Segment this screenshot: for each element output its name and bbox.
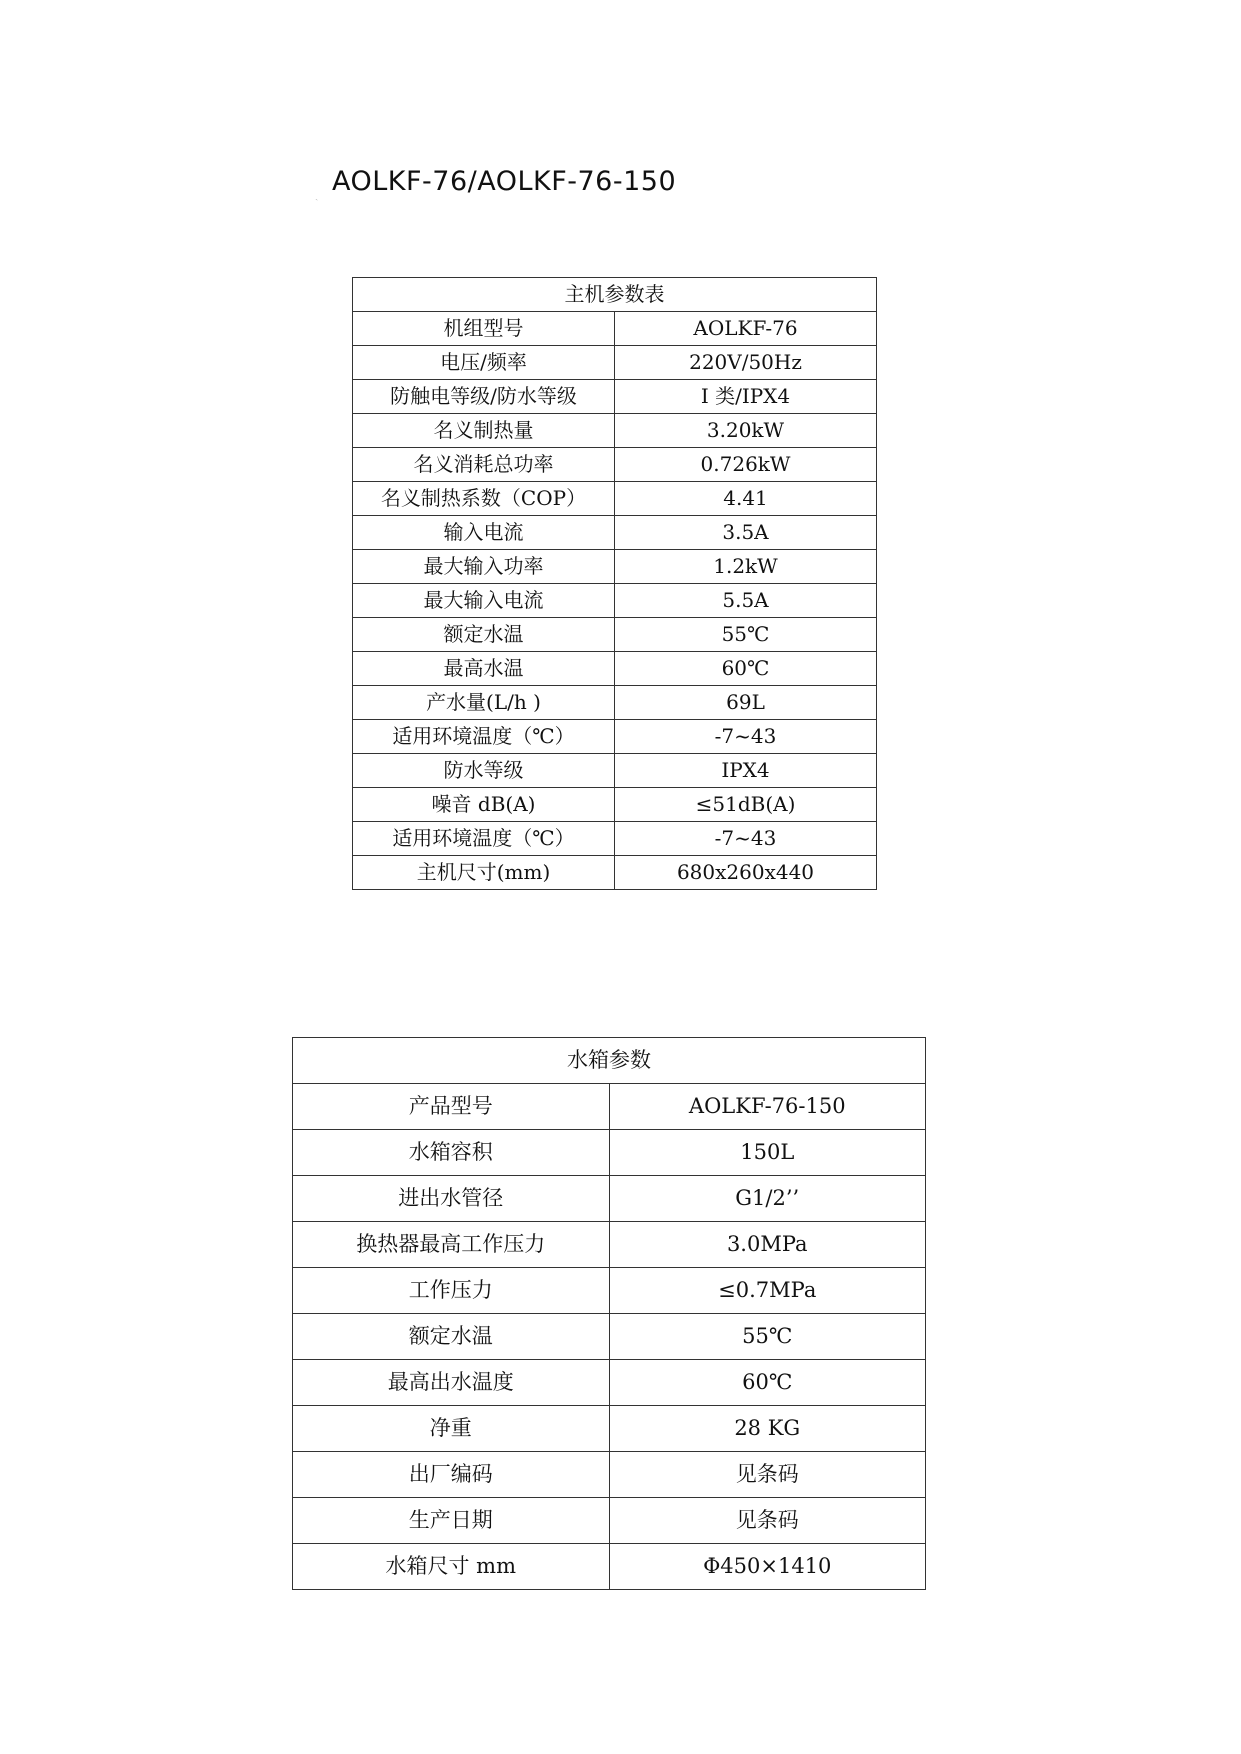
row-value: I 类/IPX4: [615, 380, 877, 414]
table-caption-row: [293, 1038, 926, 1084]
row-value: Φ450×1410: [609, 1544, 926, 1590]
row-label: 电压/频率: [353, 346, 615, 380]
row-label: 防水等级: [353, 754, 615, 788]
row-label: 净重: [293, 1406, 610, 1452]
tank-table-body: [293, 1038, 926, 1590]
row-value: 3.0MPa: [609, 1222, 926, 1268]
host-parameters-table: [352, 277, 877, 890]
row-value: 5.5A: [615, 584, 877, 618]
row-value: 28 KG: [609, 1406, 926, 1452]
row-label: 最高水温: [353, 652, 615, 686]
row-value: 3.20kW: [615, 414, 877, 448]
row-label: 防触电等级/防水等级: [353, 380, 615, 414]
row-label: 生产日期: [293, 1498, 610, 1544]
table-row: [353, 312, 877, 346]
row-label: 水箱容积: [293, 1130, 610, 1176]
row-value: 55℃: [609, 1314, 926, 1360]
row-label: 主机尺寸(mm): [353, 856, 615, 890]
tank-parameters-table: [292, 1037, 926, 1590]
table-row: [353, 754, 877, 788]
table-row: [353, 584, 877, 618]
row-value: 3.5A: [615, 516, 877, 550]
row-label: 机组型号: [353, 312, 615, 346]
table-row: [353, 822, 877, 856]
row-value: 60℃: [609, 1360, 926, 1406]
row-value: 220V/50Hz: [615, 346, 877, 380]
table-row: [293, 1452, 926, 1498]
row-value: AOLKF-76-150: [609, 1084, 926, 1130]
table-row: [353, 346, 877, 380]
row-label: 额定水温: [353, 618, 615, 652]
table-row: [353, 618, 877, 652]
row-value: ≤0.7MPa: [609, 1268, 926, 1314]
table-row: [353, 856, 877, 890]
row-label: 出厂编码: [293, 1452, 610, 1498]
row-value: 1.2kW: [615, 550, 877, 584]
row-value: 69L: [615, 686, 877, 720]
row-value: 55℃: [615, 618, 877, 652]
table-row: [353, 686, 877, 720]
table-row: [353, 788, 877, 822]
row-value: IPX4: [615, 754, 877, 788]
row-value: -7~43: [615, 822, 877, 856]
table-row: [293, 1268, 926, 1314]
table-row: [293, 1360, 926, 1406]
row-value: 680x260x440: [615, 856, 877, 890]
row-value: 150L: [609, 1130, 926, 1176]
row-label: 额定水温: [293, 1314, 610, 1360]
row-label: 噪音 dB(A): [353, 788, 615, 822]
row-value: ≤51dB(A): [615, 788, 877, 822]
table-row: [293, 1406, 926, 1452]
row-label: 最高出水温度: [293, 1360, 610, 1406]
table-row: [353, 380, 877, 414]
row-label: 水箱尺寸 mm: [293, 1544, 610, 1590]
table-caption: 水箱参数: [293, 1038, 926, 1084]
table-caption-row: [353, 278, 877, 312]
row-label: 最大输入电流: [353, 584, 615, 618]
row-label: 产品型号: [293, 1084, 610, 1130]
table-row: [293, 1498, 926, 1544]
row-value: 见条码: [609, 1498, 926, 1544]
row-label: 产水量(L/h ): [353, 686, 615, 720]
document-title: AOLKF-76/AOLKF-76-150: [332, 166, 677, 197]
row-value: 见条码: [609, 1452, 926, 1498]
row-label: 输入电流: [353, 516, 615, 550]
row-value: 0.726kW: [615, 448, 877, 482]
table-row: [353, 720, 877, 754]
table-row: [293, 1222, 926, 1268]
row-value: 60℃: [615, 652, 877, 686]
table-row: [353, 516, 877, 550]
row-value: G1/2’’: [609, 1176, 926, 1222]
table-row: [353, 482, 877, 516]
stray-mark: ˏ: [315, 190, 319, 201]
row-label: 最大输入功率: [353, 550, 615, 584]
table-row: [353, 550, 877, 584]
table-row: [293, 1314, 926, 1360]
row-label: 名义消耗总功率: [353, 448, 615, 482]
table-row: [293, 1544, 926, 1590]
row-label: 名义制热量: [353, 414, 615, 448]
table-row: [293, 1084, 926, 1130]
table-row: [353, 652, 877, 686]
table-row: [353, 448, 877, 482]
table-caption: 主机参数表: [353, 278, 877, 312]
table-row: [293, 1176, 926, 1222]
host-table-body: [353, 278, 877, 890]
row-value: 4.41: [615, 482, 877, 516]
row-label: 适用环境温度（℃）: [353, 822, 615, 856]
table-row: [353, 414, 877, 448]
row-value: -7~43: [615, 720, 877, 754]
row-value: AOLKF-76: [615, 312, 877, 346]
row-label: 适用环境温度（℃）: [353, 720, 615, 754]
row-label: 换热器最高工作压力: [293, 1222, 610, 1268]
row-label: 工作压力: [293, 1268, 610, 1314]
row-label: 名义制热系数（COP）: [353, 482, 615, 516]
row-label: 进出水管径: [293, 1176, 610, 1222]
table-row: [293, 1130, 926, 1176]
